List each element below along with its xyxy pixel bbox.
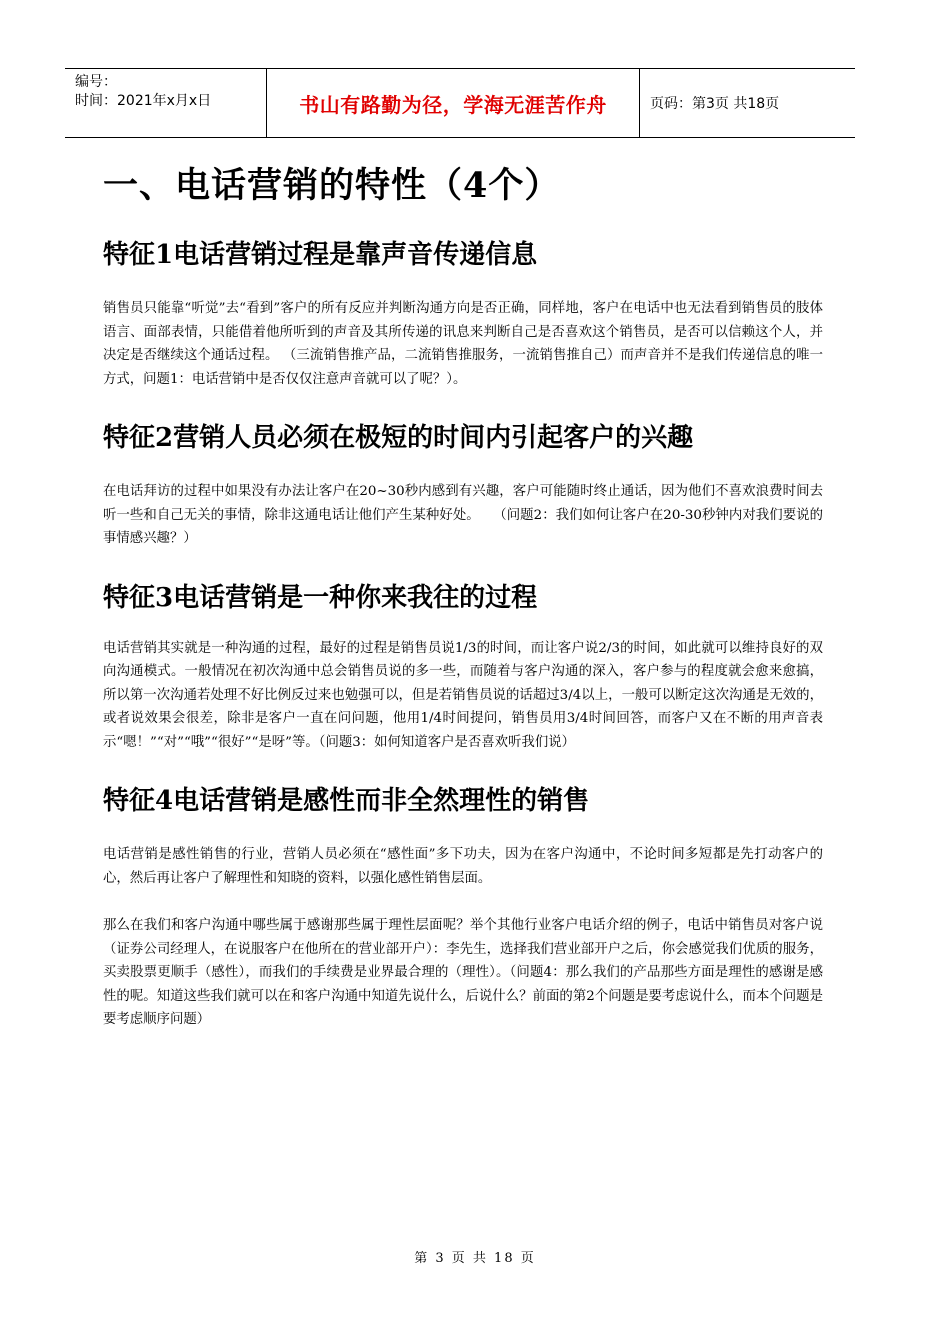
section-4-paragraph-1: 电话营销是感性销售的行业，营销人员必须在“感性面”多下功夫，因为在客户沟通中，不论时间多短都是先打动客户的心，然后再让客户了解理性和知晓的资料，以强化感性销售层面。 <box>103 847 823 886</box>
document-title: 一、电话营销的特性（4个） <box>103 165 561 206</box>
section-2-paragraph: 在电话拜访的过程中如果没有办法让客户在20~30秒内感到有兴趣，客户可能随时终止通话，因为他们不喜欢浪费时间去听一些和自己无关的事情，除非这通电话让他们产生某种好处。 （问题2：我们如何让客户在20-30秒钟内对我们要说的事情感兴趣？） <box>103 484 823 546</box>
header-meta <box>65 69 266 137</box>
page-header <box>65 68 855 138</box>
section-heading-2: 特征2营销人员必须在极短的时间内引起客户的兴趣 <box>103 423 694 453</box>
section-3-paragraph: 电话营销其实就是一种沟通的过程，最好的过程是销售员说1/3的时间，而让客户说2/3的时间，如此就可以维持良好的双向沟通模式。一般情况在初次沟通中总会销售员说的多一些，而随着与客户沟通的深入，客户参与的程度就会愈来愈搞，所以第一次沟通若处理不好比例反过来也勉强可以，但是若销售员说的话超过3/4以上，一般可以断定这次沟通是无效的，或者说效果会很差，除非是客户一直在问问题，他用1/4时间提问，销售员用3/4时间回答，而客户又在不断的用声音表示“嗯！”“对”“哦”“很好”“是呀”等。（问题3：如何知道客户是否喜欢听我们说） <box>103 640 823 750</box>
section-heading-1: 特征1电话营销过程是靠声音传递信息 <box>103 240 538 270</box>
section-1-paragraph: 销售员只能靠“听觉”去“看到”客户的所有反应并判断沟通方向是否正确，同样地，客户在电话中也无法看到销售员的肢体语言、面部表情，只能借着他所听到的声音及其所传递的讯息来判断自己是否喜欢这个销售员，是否可以信赖这个人，并决定是否继续这个通话过程。 （三流销售推产品，二流销售推服务，一流销售推自己）而声音并不是我们传递信息的唯一方式，问题1：电话营销中是否仅仅注意声音就可以了呢？）。 <box>103 301 823 387</box>
section-heading-4: 特征4电话营销是感性而非全然理性的销售 <box>103 786 590 816</box>
header-motto: 书山有路勤为径，学海无涯苦作舟 <box>266 69 640 137</box>
section-heading-3: 特征3电话营销是一种你来我往的过程 <box>103 582 538 613</box>
document-number: 编号： <box>75 74 117 90</box>
document-time: 时间：2021年x月x日 <box>75 93 212 109</box>
document-body <box>103 150 823 1032</box>
section-4-paragraph-2: 那么在我们和客户沟通中哪些属于感谢那些属于理性层面呢？举个其他行业客户电话介绍的例子，电话中销售员对客户说（证券公司经理人，在说服客户在他所在的营业部开户）：李先生，选择我们营业部开户之后，你会感觉我们优质的服务，买卖股票更顺手（感性），而我们的手续费是业界最合理的（理性）。（问题4：那么我们的产品那些方面是理性的感谢是感性的呢。知道这些我们就可以在和客户沟通中知道先说什么，后说什么？前面的第2个问题是要考虑说什么，而本个问题是要考虑顺序问题） <box>103 918 823 1027</box>
page-footer: 第 3 页 共 18 页 <box>414 1251 536 1266</box>
header-page-number: 页码：第3页 共18页 <box>650 96 780 112</box>
